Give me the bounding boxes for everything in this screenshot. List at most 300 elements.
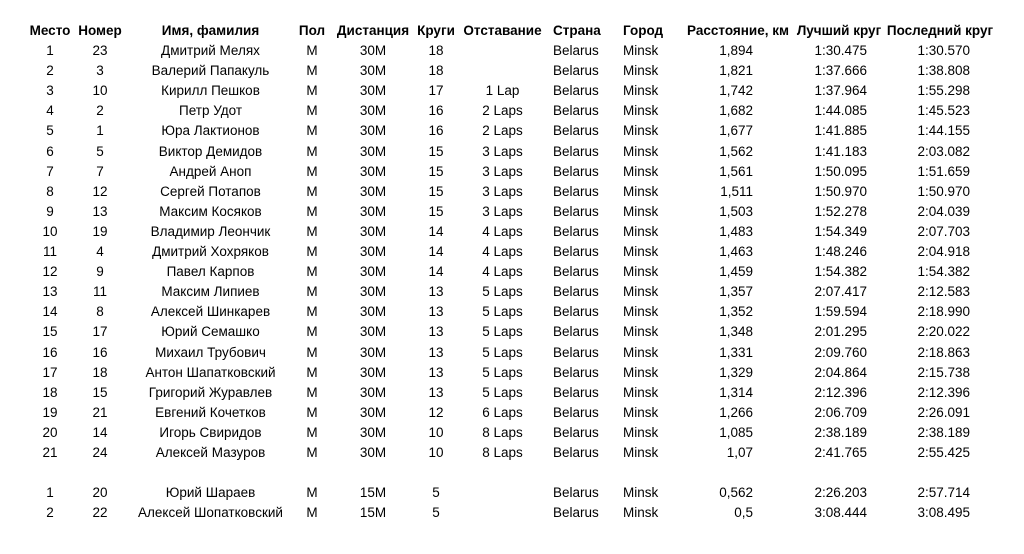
cell-gap <box>460 41 545 61</box>
cell-best: 1:54.349 <box>814 223 867 239</box>
cell-km: 1,742 <box>719 83 753 99</box>
cell-number: 12 <box>92 183 108 199</box>
table-row <box>0 503 1024 523</box>
cell-last: 2:57.714 <box>917 485 970 500</box>
cell-best: 2:09.760 <box>814 344 867 360</box>
cell-distance: 30M <box>359 143 387 159</box>
cell-place: 3 <box>46 83 54 99</box>
cell-name: Максим Липиев <box>161 284 260 300</box>
table-row <box>0 222 1024 242</box>
cell-sex: M <box>306 404 318 420</box>
cell-country: Belarus <box>553 505 599 521</box>
cell-country: Belarus <box>553 344 599 360</box>
cell-gap: 5 Laps <box>482 364 523 380</box>
cell-number: 11 <box>92 284 107 300</box>
cell-name: Владимир Леончик <box>150 223 271 239</box>
cell-best: 1:30.475 <box>814 43 867 58</box>
cell-km: 1,894 <box>719 43 753 58</box>
table-row <box>0 302 1024 322</box>
cell-best: 1:50.970 <box>814 183 867 199</box>
cell-last: 2:20.022 <box>917 324 970 340</box>
cell-place: 13 <box>42 284 58 300</box>
cell-sex: M <box>306 424 318 440</box>
cell-place: 7 <box>46 163 54 179</box>
header-last-lap: Последний круг <box>886 23 994 38</box>
cell-name: Виктор Демидов <box>158 143 263 159</box>
cell-sex: M <box>306 43 318 58</box>
cell-city: Minsk <box>623 183 659 199</box>
cell-city: Minsk <box>623 424 659 440</box>
cell-gap: 2 Laps <box>482 123 523 139</box>
cell-laps: 14 <box>428 244 444 259</box>
cell-sex: M <box>306 304 318 320</box>
cell-name: Валерий Папакуль <box>151 63 270 79</box>
cell-km: 1,459 <box>719 264 753 280</box>
cell-place: 12 <box>42 264 58 280</box>
cell-city: Minsk <box>623 384 659 400</box>
cell-gap: 4 Laps <box>482 223 523 239</box>
cell-number: 14 <box>92 424 108 440</box>
header-km: Расстояние, км <box>687 23 789 38</box>
cell-best: 1:48.246 <box>814 244 867 259</box>
cell-distance: 30M <box>359 445 387 460</box>
cell-distance: 30M <box>359 163 387 179</box>
cell-laps: 10 <box>428 424 444 440</box>
cell-country: Belarus <box>553 404 599 420</box>
cell-name: Андрей Аноп <box>169 163 252 179</box>
cell-gap: 2 Laps <box>482 103 523 119</box>
cell-number: 13 <box>92 203 108 219</box>
cell-gap: 3 Laps <box>482 203 523 219</box>
cell-distance: 30M <box>359 103 387 119</box>
table-row <box>0 383 1024 403</box>
cell-city: Minsk <box>623 163 659 179</box>
cell-gap: 5 Laps <box>482 344 523 360</box>
table-row <box>0 162 1024 182</box>
cell-best: 1:54.382 <box>814 264 867 280</box>
cell-best: 2:38.189 <box>814 424 867 440</box>
table-row <box>0 443 1024 463</box>
cell-country: Belarus <box>553 384 599 400</box>
cell-place: 1 <box>46 43 54 58</box>
cell-name: Григорий Журавлев <box>148 384 273 400</box>
table-row <box>0 101 1024 121</box>
cell-best: 1:52.278 <box>814 203 867 219</box>
cell-place: 10 <box>42 223 58 239</box>
cell-distance: 30M <box>359 183 387 199</box>
cell-laps: 13 <box>428 284 444 300</box>
cell-number: 5 <box>96 143 104 159</box>
cell-gap <box>460 503 545 523</box>
cell-number: 17 <box>92 324 108 340</box>
cell-country: Belarus <box>553 264 599 280</box>
cell-gap: 4 Laps <box>482 264 523 280</box>
cell-gap: 8 Laps <box>482 445 523 460</box>
cell-city: Minsk <box>623 344 659 360</box>
cell-number: 8 <box>96 304 104 320</box>
cell-place: 5 <box>46 123 54 139</box>
cell-gap: 8 Laps <box>482 424 523 440</box>
cell-city: Minsk <box>623 123 659 139</box>
table-row <box>0 483 1024 503</box>
cell-km: 1,821 <box>719 63 753 79</box>
cell-gap: 3 Laps <box>482 143 523 159</box>
cell-best: 2:41.765 <box>814 445 867 460</box>
cell-km: 1,266 <box>719 404 753 420</box>
cell-country: Belarus <box>553 143 599 159</box>
cell-gap: 5 Laps <box>482 384 523 400</box>
cell-gap: 5 Laps <box>482 284 523 300</box>
cell-gap: 5 Laps <box>482 304 523 320</box>
cell-laps: 13 <box>428 324 444 340</box>
cell-last: 1:50.970 <box>917 183 970 199</box>
cell-number: 24 <box>92 445 108 460</box>
cell-last: 2:07.703 <box>917 223 970 239</box>
cell-last: 2:26.091 <box>917 404 970 420</box>
cell-country: Belarus <box>553 485 599 500</box>
cell-best: 2:06.709 <box>814 404 867 420</box>
table-row <box>0 142 1024 162</box>
cell-last: 2:38.189 <box>917 424 970 440</box>
cell-number: 16 <box>92 344 108 360</box>
cell-gap: 3 Laps <box>482 183 523 199</box>
cell-number: 15 <box>92 384 108 400</box>
cell-laps: 16 <box>428 103 444 119</box>
cell-sex: M <box>306 143 318 159</box>
cell-place: 11 <box>42 244 57 259</box>
cell-name: Сергей Потапов <box>160 183 261 199</box>
header-gap: Отставание <box>463 23 542 38</box>
cell-gap <box>460 483 545 503</box>
table-row <box>0 182 1024 202</box>
cell-place: 18 <box>42 384 58 400</box>
cell-distance: 30M <box>359 324 387 340</box>
table-row <box>0 202 1024 222</box>
cell-number: 21 <box>92 404 108 420</box>
cell-laps: 13 <box>428 364 444 380</box>
cell-name: Дмитрий Хохряков <box>152 244 269 259</box>
cell-km: 1,348 <box>719 324 753 340</box>
table-row <box>0 262 1024 282</box>
cell-place: 16 <box>42 344 58 360</box>
table-row <box>0 81 1024 101</box>
cell-km: 1,483 <box>719 223 753 239</box>
cell-city: Minsk <box>623 244 659 259</box>
header-country: Страна <box>553 23 601 38</box>
cell-city: Minsk <box>623 203 659 219</box>
cell-sex: M <box>306 344 318 360</box>
cell-distance: 30M <box>359 424 387 440</box>
cell-laps: 18 <box>428 63 444 79</box>
cell-laps: 10 <box>428 445 444 460</box>
cell-gap: 6 Laps <box>482 404 523 420</box>
cell-best: 1:37.666 <box>814 63 867 79</box>
cell-name: Юрий Семашко <box>161 324 260 340</box>
cell-name: Кирилл Пешков <box>161 83 260 99</box>
cell-sex: M <box>306 384 318 400</box>
cell-laps: 5 <box>432 505 440 521</box>
cell-city: Minsk <box>623 83 659 99</box>
cell-number: 19 <box>92 223 108 239</box>
cell-laps: 15 <box>428 143 444 159</box>
cell-place: 19 <box>42 404 58 420</box>
cell-country: Belarus <box>553 364 599 380</box>
cell-laps: 16 <box>428 123 444 139</box>
cell-km: 1,085 <box>719 424 753 440</box>
cell-sex: M <box>306 485 318 500</box>
cell-distance: 30M <box>359 123 387 139</box>
cell-km: 1,562 <box>719 143 753 159</box>
cell-name: Евгений Кочетков <box>155 404 266 420</box>
cell-km: 0,5 <box>734 505 753 521</box>
cell-km: 0,562 <box>719 485 753 500</box>
cell-place: 4 <box>46 103 54 119</box>
cell-laps: 15 <box>428 163 444 179</box>
cell-place: 8 <box>46 183 54 199</box>
cell-km: 1,511 <box>720 183 753 199</box>
cell-distance: 30M <box>359 244 387 259</box>
header-name: Имя, фамилия <box>161 23 260 38</box>
cell-gap: 4 Laps <box>482 244 523 259</box>
cell-city: Minsk <box>623 143 659 159</box>
cell-distance: 30M <box>359 384 387 400</box>
cell-last: 1:30.570 <box>917 43 970 58</box>
table-row <box>0 282 1024 302</box>
cell-distance: 30M <box>359 404 387 420</box>
cell-sex: M <box>306 103 318 119</box>
cell-country: Belarus <box>553 223 599 239</box>
cell-name: Юрий Шараев <box>165 485 256 500</box>
cell-name: Алексей Мазуров <box>155 445 266 460</box>
cell-country: Belarus <box>553 244 599 259</box>
cell-city: Minsk <box>623 304 659 320</box>
cell-last: 2:18.863 <box>917 344 970 360</box>
cell-laps: 15 <box>428 203 444 219</box>
cell-distance: 30M <box>359 284 387 300</box>
cell-km: 1,07 <box>726 445 753 460</box>
cell-sex: M <box>306 203 318 219</box>
cell-distance: 30M <box>359 83 387 99</box>
cell-km: 1,352 <box>719 304 753 320</box>
cell-sex: M <box>306 123 318 139</box>
cell-last: 2:15.738 <box>917 364 970 380</box>
cell-laps: 12 <box>428 404 444 420</box>
cell-distance: 30M <box>359 223 387 239</box>
cell-best: 1:41.885 <box>814 123 867 139</box>
cell-number: 1 <box>96 123 104 139</box>
cell-place: 17 <box>42 364 58 380</box>
cell-km: 1,329 <box>719 364 753 380</box>
cell-name: Михаил Трубович <box>155 344 266 360</box>
cell-number: 18 <box>92 364 108 380</box>
cell-number: 20 <box>92 485 108 500</box>
cell-laps: 14 <box>428 264 444 280</box>
cell-last: 1:38.808 <box>917 63 970 79</box>
header-laps: Круги <box>417 23 455 38</box>
cell-place: 2 <box>46 63 54 79</box>
cell-best: 1:41.183 <box>814 143 867 159</box>
cell-best: 1:37.964 <box>814 83 867 99</box>
cell-km: 1,357 <box>719 284 753 300</box>
cell-city: Minsk <box>623 264 659 280</box>
table-row <box>0 403 1024 423</box>
cell-last: 1:54.382 <box>917 264 970 280</box>
cell-name: Дмитрий Мелях <box>161 43 260 58</box>
cell-last: 2:12.396 <box>917 384 970 400</box>
cell-laps: 13 <box>428 344 444 360</box>
cell-number: 23 <box>92 43 108 58</box>
cell-gap: 5 Laps <box>482 324 523 340</box>
table-row <box>0 61 1024 81</box>
cell-place: 6 <box>46 143 54 159</box>
table-row <box>0 41 1024 61</box>
cell-country: Belarus <box>553 203 599 219</box>
cell-laps: 5 <box>432 485 440 500</box>
cell-sex: M <box>306 505 318 521</box>
cell-number: 9 <box>96 264 104 280</box>
cell-sex: M <box>306 445 318 460</box>
cell-sex: M <box>306 264 318 280</box>
cell-place: 20 <box>42 424 58 440</box>
cell-laps: 14 <box>428 223 444 239</box>
cell-sex: M <box>306 324 318 340</box>
cell-laps: 17 <box>428 83 444 99</box>
cell-distance: 30M <box>359 344 387 360</box>
cell-best: 1:44.085 <box>814 103 867 119</box>
table-row <box>0 363 1024 383</box>
cell-number: 10 <box>92 83 108 99</box>
header-city: Город <box>623 23 664 38</box>
cell-city: Minsk <box>623 103 659 119</box>
header-best-lap: Лучший круг <box>796 23 882 38</box>
cell-number: 2 <box>96 103 104 119</box>
cell-country: Belarus <box>553 304 599 320</box>
cell-number: 4 <box>96 244 104 259</box>
cell-country: Belarus <box>553 183 599 199</box>
cell-laps: 13 <box>428 384 444 400</box>
cell-name: Павел Карпов <box>166 264 255 280</box>
cell-sex: M <box>306 223 318 239</box>
table-row <box>0 242 1024 262</box>
cell-best: 2:04.864 <box>814 364 867 380</box>
cell-place: 21 <box>42 445 58 460</box>
cell-number: 22 <box>92 505 108 521</box>
cell-km: 1,314 <box>719 384 753 400</box>
cell-km: 1,503 <box>719 203 753 219</box>
cell-last: 1:51.659 <box>917 163 970 179</box>
cell-place: 2 <box>46 505 54 521</box>
cell-km: 1,682 <box>719 103 753 119</box>
cell-name: Алексей Шинкарев <box>150 304 271 320</box>
cell-city: Minsk <box>623 63 659 79</box>
table-row <box>0 343 1024 363</box>
cell-country: Belarus <box>553 43 599 58</box>
cell-city: Minsk <box>623 445 659 460</box>
cell-gap: 1 Lap <box>485 83 520 99</box>
cell-name: Алексей Шопатковский <box>138 505 283 521</box>
cell-last: 2:04.918 <box>917 244 970 259</box>
header-number: Номер <box>78 23 122 38</box>
table-row <box>0 423 1024 443</box>
cell-city: Minsk <box>623 485 659 500</box>
cell-city: Minsk <box>623 223 659 239</box>
header-sex: Пол <box>298 23 326 38</box>
cell-laps: 18 <box>428 43 444 58</box>
cell-city: Minsk <box>623 284 659 300</box>
cell-last: 2:18.990 <box>917 304 970 320</box>
header-row <box>0 21 1024 41</box>
cell-city: Minsk <box>623 324 659 340</box>
cell-country: Belarus <box>553 324 599 340</box>
cell-last: 2:04.039 <box>917 203 970 219</box>
cell-country: Belarus <box>553 284 599 300</box>
cell-last: 2:03.082 <box>917 143 970 159</box>
cell-sex: M <box>306 63 318 79</box>
cell-country: Belarus <box>553 163 599 179</box>
cell-best: 2:12.396 <box>814 384 867 400</box>
cell-country: Belarus <box>553 63 599 79</box>
cell-place: 15 <box>42 324 58 340</box>
cell-name: Петр Удот <box>179 103 242 119</box>
cell-gap <box>460 61 545 81</box>
cell-best: 2:01.295 <box>814 324 867 340</box>
cell-city: Minsk <box>623 364 659 380</box>
cell-best: 3:08.444 <box>814 505 867 521</box>
cell-laps: 15 <box>428 183 444 199</box>
cell-distance: 15M <box>359 485 387 500</box>
cell-country: Belarus <box>553 103 599 119</box>
cell-city: Minsk <box>623 43 659 58</box>
cell-gap: 3 Laps <box>482 163 523 179</box>
cell-last: 1:55.298 <box>917 83 970 99</box>
cell-country: Belarus <box>553 123 599 139</box>
cell-place: 9 <box>46 203 54 219</box>
cell-sex: M <box>306 244 318 259</box>
cell-distance: 30M <box>359 63 387 79</box>
header-distance: Дистанция <box>336 23 410 38</box>
cell-distance: 30M <box>359 304 387 320</box>
cell-sex: M <box>306 183 318 199</box>
cell-best: 2:26.203 <box>814 485 867 500</box>
cell-laps: 13 <box>428 304 444 320</box>
cell-last: 2:12.583 <box>917 284 970 300</box>
cell-best: 1:59.594 <box>814 304 867 320</box>
cell-place: 14 <box>42 304 58 320</box>
cell-city: Minsk <box>623 505 659 521</box>
cell-place: 1 <box>46 485 54 500</box>
cell-distance: 30M <box>359 203 387 219</box>
cell-last: 3:08.495 <box>917 505 970 521</box>
table-row <box>0 121 1024 141</box>
cell-name: Максим Косяков <box>159 203 262 219</box>
cell-country: Belarus <box>553 83 599 99</box>
cell-km: 1,331 <box>719 344 753 360</box>
cell-km: 1,463 <box>719 244 753 259</box>
cell-sex: M <box>306 163 318 179</box>
cell-number: 7 <box>96 163 104 179</box>
cell-country: Belarus <box>553 424 599 440</box>
cell-distance: 30M <box>359 364 387 380</box>
cell-last: 1:45.523 <box>917 103 970 119</box>
cell-city: Minsk <box>623 404 659 420</box>
cell-sex: M <box>306 83 318 99</box>
cell-distance: 30M <box>359 43 387 58</box>
cell-country: Belarus <box>553 445 599 460</box>
header-place: Место <box>29 23 71 38</box>
cell-distance: 30M <box>359 264 387 280</box>
cell-distance: 15M <box>359 505 387 521</box>
table-row <box>0 322 1024 342</box>
